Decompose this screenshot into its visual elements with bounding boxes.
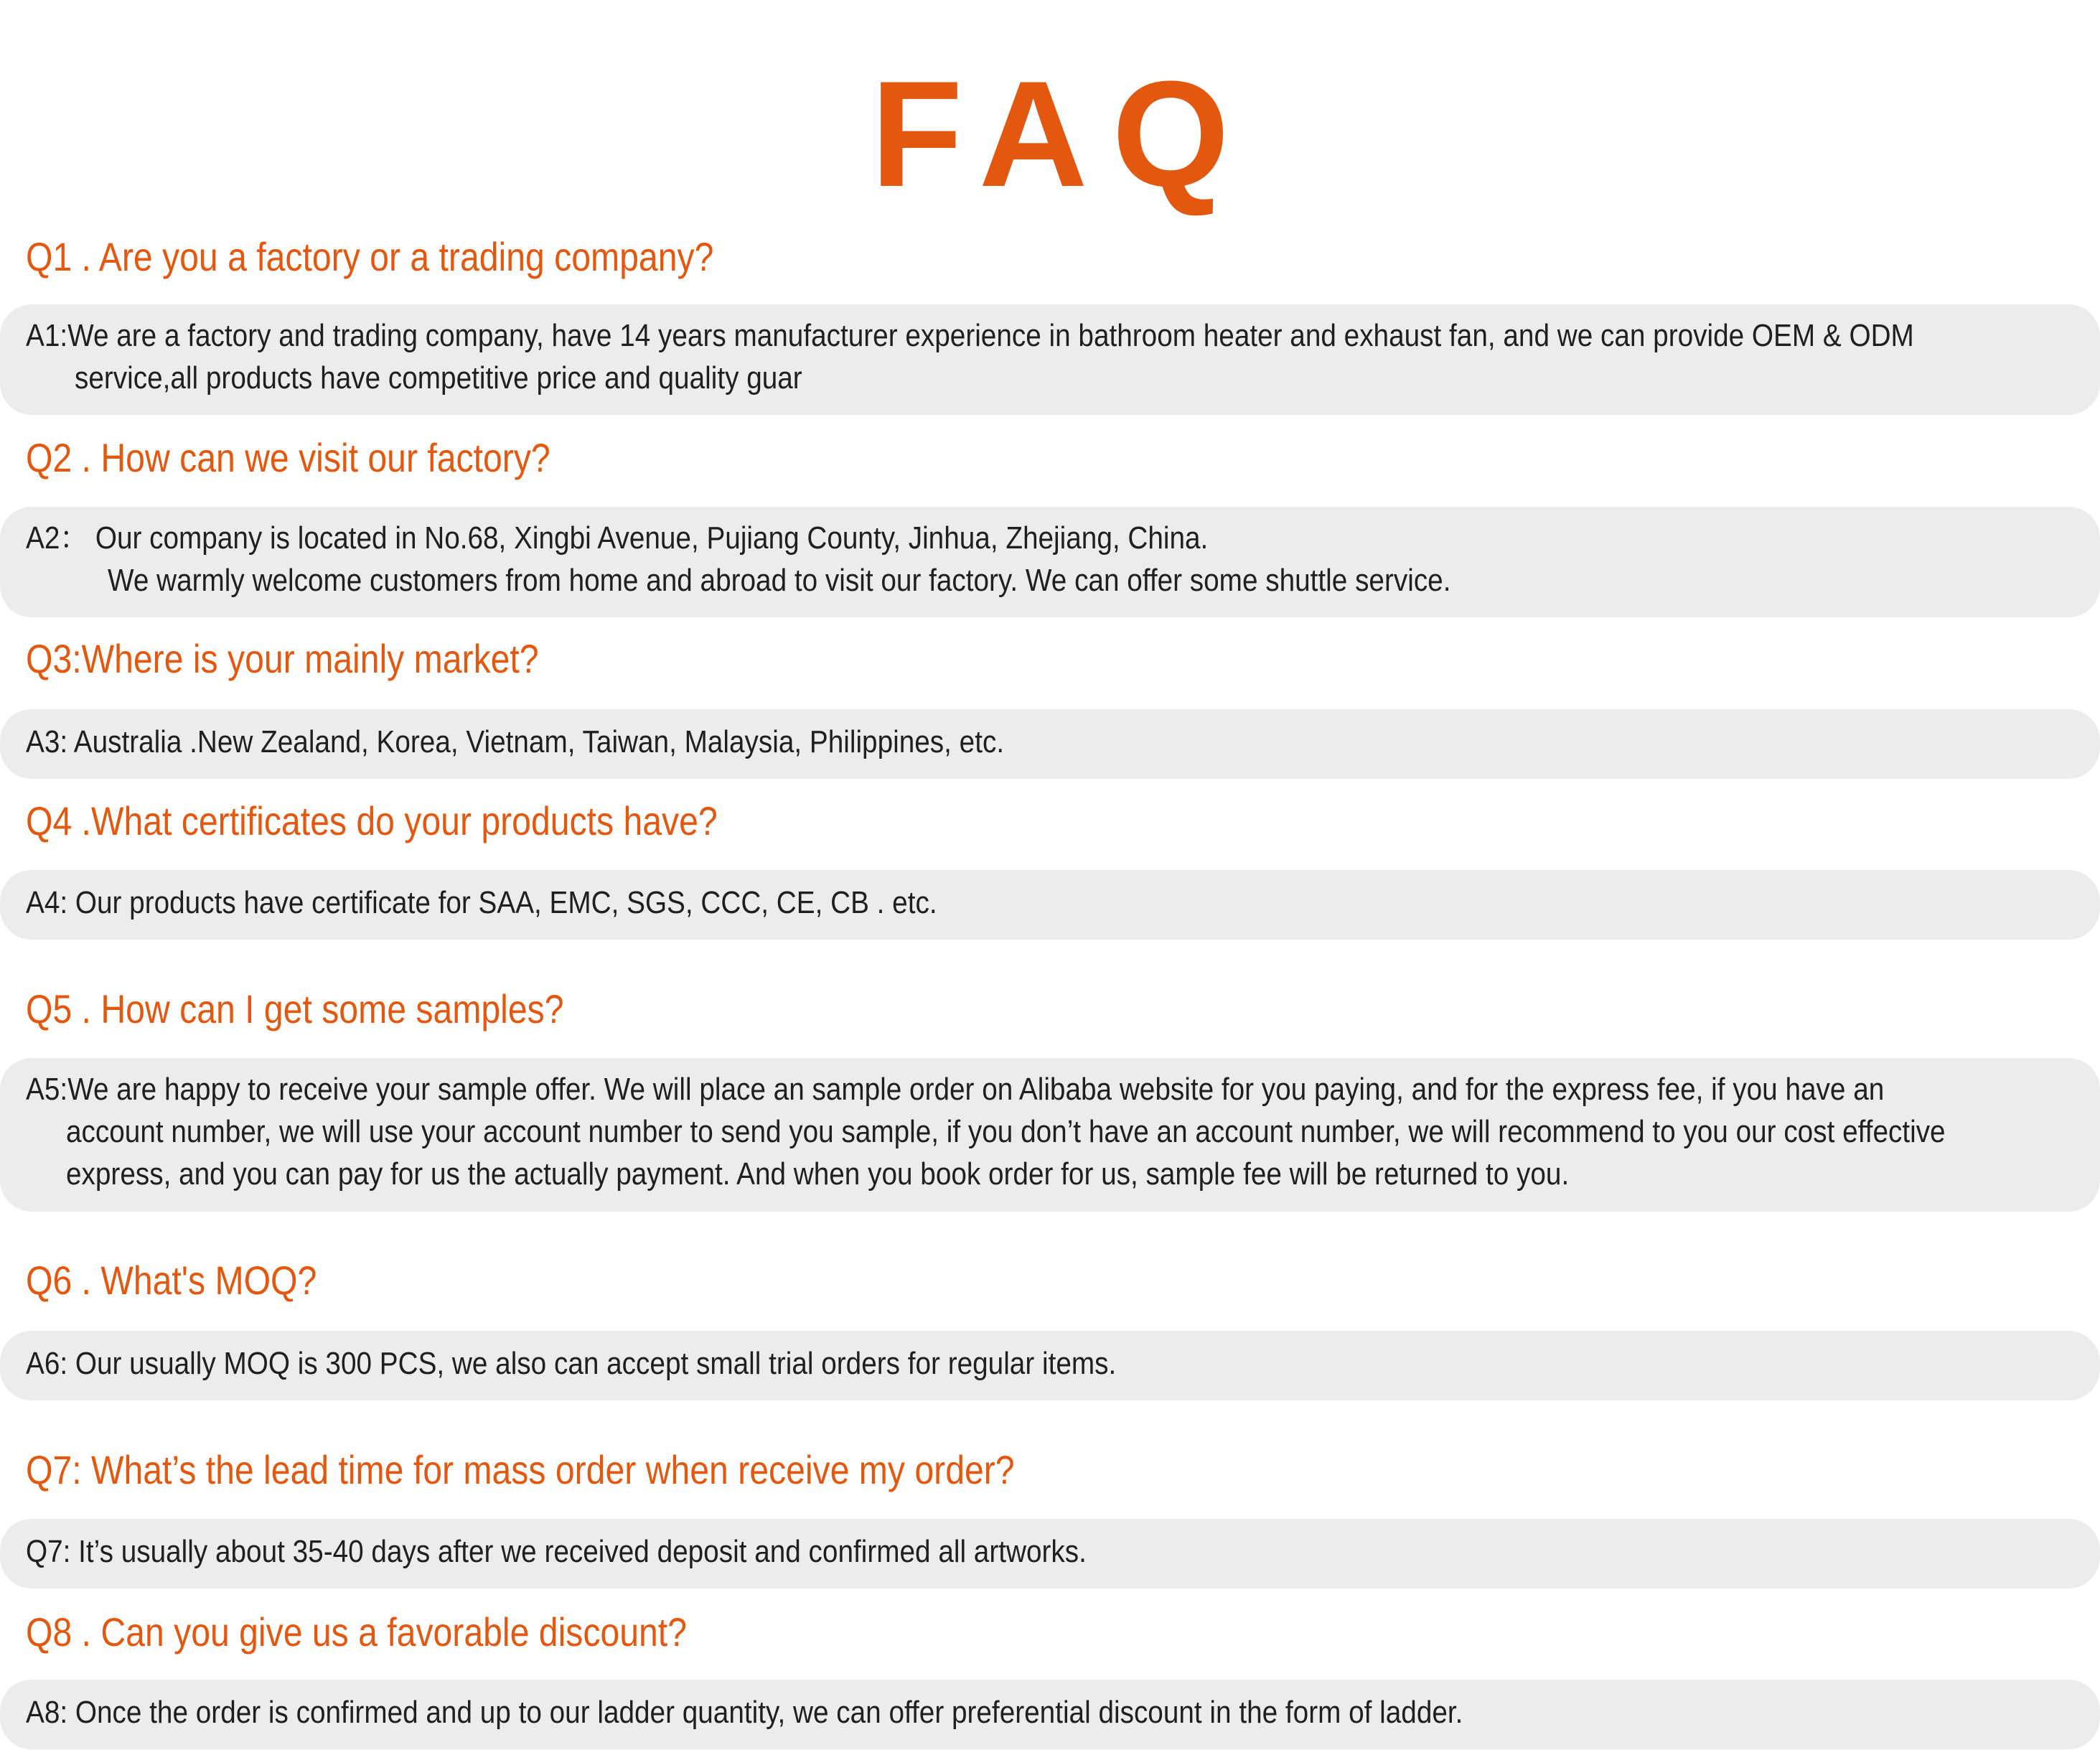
faq-question-1: Q1 . Are you a factory or a trading company? xyxy=(26,234,714,279)
faq-question-4: Q4 .What certificates do your products have? xyxy=(26,798,718,843)
faq-question-5: Q5 . How can I get some samples? xyxy=(26,986,564,1031)
faq-answer-8 xyxy=(0,1680,2100,1749)
faq-answer-4 xyxy=(0,870,2100,940)
faq-answer-5 xyxy=(0,1058,2100,1212)
faq-question-7: Q7: What’s the lead time for mass order when receive my order? xyxy=(26,1447,1015,1492)
faq-answer-3 xyxy=(0,709,2100,779)
faq-answer-2-line-1: A2： Our company is located in No.68, Xingbi Avenue, Pujiang County, Jinhua, Zhejiang, China. xyxy=(26,520,1209,556)
faq-answer-5-line-1: A5:We are happy to receive your sample offer. We will place an sample order on Alibaba website for you paying, and for the express fee, if you have an xyxy=(26,1072,1885,1107)
faq-answer-1 xyxy=(0,304,2100,415)
faq-question-3: Q3:Where is your mainly market? xyxy=(26,636,539,681)
faq-answer-2-line-2: We warmly welcome customers from home and abroad to visit our factory. We can offer some shuttle service. xyxy=(108,563,1451,598)
faq-answer-8-line-1: A8: Once the order is confirmed and up to our ladder quantity, we can offer preferential discount in the form of ladder. xyxy=(26,1695,1463,1730)
faq-answer-5-line-3: express, and you can pay for us the actually payment. And when you book order for us, sample fee will be returned to you. xyxy=(66,1156,1570,1192)
faq-answer-6-line-1: A6: Our usually MOQ is 300 PCS, we also can accept small trial orders for regular items. xyxy=(26,1346,1117,1381)
faq-answer-1-line-1: A1:We are a factory and trading company, have 14 years manufacturer experience in bathroom heater and exhaust fan, and we can provide OEM & ODM xyxy=(26,318,1914,353)
faq-answer-2 xyxy=(0,507,2100,617)
faq-question-6: Q6 . What's MOQ? xyxy=(26,1258,317,1303)
faq-answer-6 xyxy=(0,1331,2100,1400)
faq-answer-5-line-2: account number, we will use your account number to send you sample, if you don’t have an account number, we will recommend to you our cost effective xyxy=(66,1114,1946,1149)
faq-answer-7 xyxy=(0,1519,2100,1588)
faq-answer-3-line-1: A3: Australia .New Zealand, Korea, Vietnam, Taiwan, Malaysia, Philippines, etc. xyxy=(26,724,1005,759)
faq-question-8: Q8 . Can you give us a favorable discount? xyxy=(26,1609,687,1655)
page-title: FAQ xyxy=(871,50,1254,218)
faq-answer-4-line-1: A4: Our products have certificate for SAA, EMC, SGS, CCC, CE, CB . etc. xyxy=(26,885,937,920)
faq-answer-1-line-2: service,all products have competitive price and quality guar xyxy=(75,360,802,396)
faq-question-2: Q2 . How can we visit our factory? xyxy=(26,435,550,480)
faq-answer-7-line-1: Q7: It’s usually about 35-40 days after we received deposit and confirmed all artworks. xyxy=(26,1534,1087,1569)
